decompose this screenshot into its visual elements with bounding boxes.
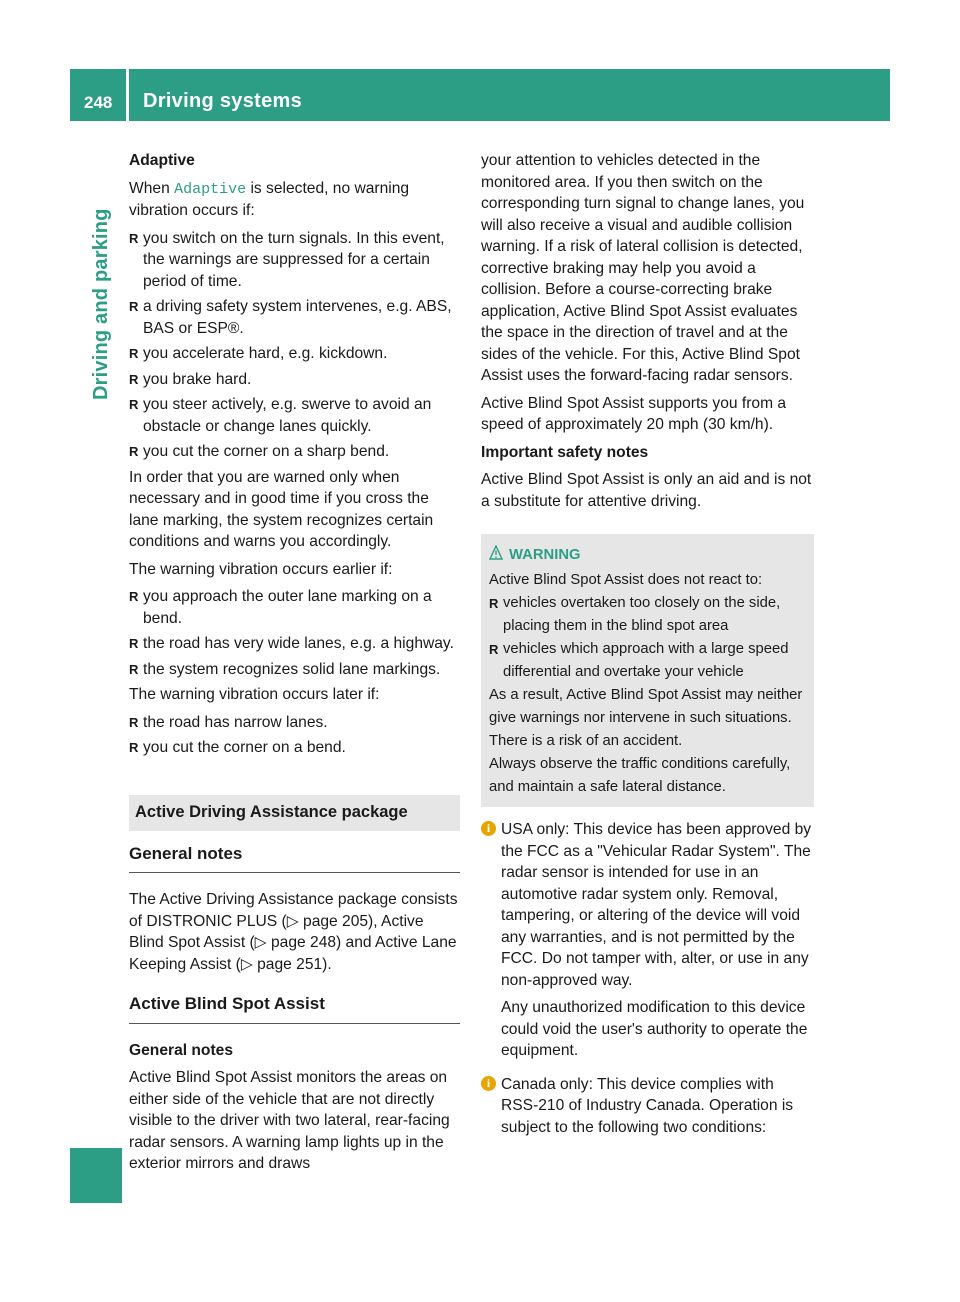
list-item: R the system recognizes solid lane markings. [129,660,441,678]
bullet-text: you approach the outer lane marking on a bend. [143,588,432,627]
page-header [70,69,890,121]
in-order-paragraph: In order that you are warned only when necessary and in good time if you cross the lane marking, the system recognizes certain conditions and warns you accordingly. [129,468,434,550]
info-usa [481,819,814,1062]
list-item: R you cut the corner on a sharp bend. [129,443,390,460]
warning-box [481,534,814,807]
side-chapter-label: Driving and parking [90,208,112,400]
bullet-text: you brake hard. [143,370,252,388]
bullet-text: you cut the corner on a sharp bend. [143,443,390,460]
bullet-text: a driving safety system intervenes, e.g. ABS, BAS or ESP®. [143,298,452,337]
list-item: R you switch on the turn signals. In this event, the warnings are suppressed for a certain period of time. [129,229,445,290]
warning-title [489,544,806,567]
warning-intro: Active Blind Spot Assist does not react to: [489,572,763,588]
list-item: R the road has very wide lanes, e.g. a highway. [129,635,454,652]
package-section-band: Active Driving Assistance package [129,795,460,831]
safety-paragraph: Active Blind Spot Assist is only an aid and is not a substitute for attentive driving. [481,471,812,510]
list-item: R vehicles overtaken too closely on the side, placing them in the blind spot area [489,595,781,634]
section-title: Driving systems [143,90,303,112]
absa-general-notes-heading: General notes [129,1041,233,1059]
page-number: 248 [84,93,113,112]
adaptive-code: Adaptive [174,180,247,198]
general-notes-heading: General notes [129,843,460,874]
info-usa-text: USA only: This device has been approved by the FCC as a "Vehicular Radar System". The radar sensor is intended for use in an automotive radar system only. Removal, tampering, or altering of the device will void any warranties, and is not permitted by the FCC. Do not tamper with, alter, or use in any non-approved way. [501,821,812,989]
side-tab-marker [70,1148,122,1203]
bullet-text: you steer actively, e.g. swerve to avoid an obstacle or change lanes quickly. [143,396,432,435]
absa-heading: Active Blind Spot Assist [129,993,460,1024]
adaptive-bullet-list [129,228,460,463]
info-icon: i [481,821,496,836]
earlier-intro: The warning vibration occurs earlier if: [129,560,393,578]
bullet-text: you switch on the turn signals. In this event, the warnings are suppressed for a certain period of time. [143,229,445,290]
later-intro: The warning vibration occurs later if: [129,686,380,703]
warning-advice: Always observe the traffic conditions carefully, and maintain a safe lateral distance. [489,756,791,795]
later-bullet-list [129,712,460,759]
absa-paragraph: Active Blind Spot Assist monitors the areas on either side of the vehicle that are not directly visible to the driver with two lateral, rear-facing radar sensors. A warning lamp lights up in the exterior mirrors and draws [129,1069,450,1172]
package-paragraph: The Active Driving Assistance package consists of DISTRONIC PLUS (▷ page 205), Active Blind Spot Assist (▷ page 248) and Active Lane Keeping Assist (▷ page 251). [129,891,458,973]
continued-paragraph: your attention to vehicles detected in the monitored area. If you then switch on the corresponding turn signal to change lanes, you will also receive a visual and audible collision warning. If a risk of lateral collision is detected, corrective braking may help you avoid a collision. Before a course-correcting brake application, Active Blind Spot Assist evaluates the space in the direction of travel and at the sides of the vehicle. For this, Active Blind Spot Assist uses the forward-facing radar sensors. [481,152,805,384]
bullet-text: you cut the corner on a bend. [143,739,346,756]
right-column [481,150,814,1144]
header-divider [126,69,129,121]
list-item: R you accelerate hard, e.g. kickdown. [129,345,388,362]
adaptive-intro-post: is selected, no warning vibration occurs if: [129,179,410,219]
page-number-box [70,69,126,121]
list-item: R vehicles which approach with a large speed differential and overtake your vehicle [489,641,789,680]
list-item: R a driving safety system intervenes, e.g. ABS, BAS or ESP®. [129,298,452,337]
info-icon: i [481,1076,496,1091]
left-column [129,150,460,1181]
bullet-text: you accelerate hard, e.g. kickdown. [143,345,388,362]
info-canada [481,1074,814,1139]
warning-title-text: WARNING [509,547,581,563]
safety-heading: Important safety notes [481,443,649,461]
adaptive-intro-pre: When [129,179,170,197]
earlier-bullet-list [129,586,460,680]
bullet-text: vehicles overtaken too closely on the side, placing them in the blind spot area [503,595,781,634]
adaptive-heading: Adaptive [129,152,195,169]
info-canada-text: Canada only: This device complies with RSS-210 of Industry Canada. Operation is subject to the following two conditions: [501,1075,794,1136]
list-item: R the road has narrow lanes. [129,713,328,731]
warning-triangle-icon [489,545,503,561]
info-usa-text-2: Any unauthorized modification to this device could void the user's authority to operate the equipment. [501,999,808,1059]
list-item: R you cut the corner on a bend. [129,739,346,756]
bullet-text: the system recognizes solid lane markings. [143,660,441,678]
speed-paragraph: Active Blind Spot Assist supports you from a speed of approximately 20 mph (30 km/h). [481,394,787,433]
list-item: R you steer actively, e.g. swerve to avoid an obstacle or change lanes quickly. [129,396,432,435]
bullet-text: vehicles which approach with a large speed differential and overtake your vehicle [503,641,789,680]
list-item: R you approach the outer lane marking on a bend. [129,588,432,627]
bullet-text: the road has very wide lanes, e.g. a highway. [143,635,454,652]
adaptive-intro [129,178,460,222]
bullet-text: the road has narrow lanes. [143,713,328,731]
list-item: R you brake hard. [129,370,252,388]
warning-result: As a result, Active Blind Spot Assist may neither give warnings nor intervene in such situations. There is a risk of an accident. [489,687,803,749]
